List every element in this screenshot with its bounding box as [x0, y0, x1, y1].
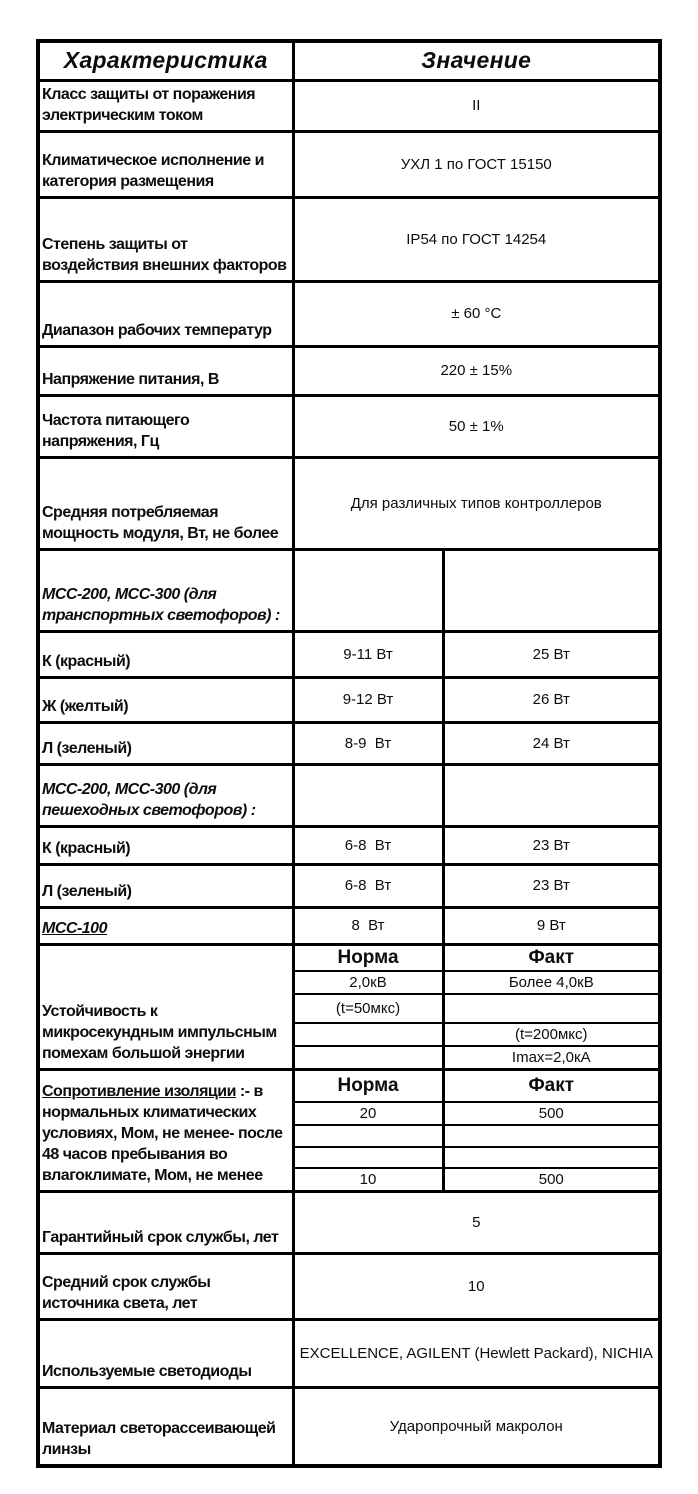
- row-value-left: 6-8 Вт: [293, 864, 443, 907]
- row-label: Класс защиты от поражения электрическим током: [38, 80, 293, 131]
- col-header-value: Значение: [293, 41, 660, 80]
- row-label: Средняя потребляемая мощность модуля, Вт, не более: [38, 457, 293, 549]
- row-label: Ж (желтый): [38, 677, 293, 722]
- row-value-right: 23 Вт: [443, 864, 660, 907]
- row-value-left: [293, 764, 443, 826]
- row-value-right: 25 Вт: [443, 631, 660, 677]
- row-label: Материал светорассеивающей линзы: [38, 1387, 293, 1466]
- row-label-text: МСС-100: [42, 919, 107, 937]
- row-label: МСС-200, МСС-300 (для транспортных светофоров) :: [38, 549, 293, 631]
- table-row: [38, 197, 660, 281]
- row-value: 220 ± 15%: [293, 346, 660, 395]
- table-row: [38, 346, 660, 395]
- table-row-group1-header: [38, 944, 660, 971]
- fact-value: [443, 1125, 660, 1147]
- row-value: 10: [293, 1253, 660, 1319]
- fact-value: 500: [443, 1102, 660, 1125]
- row-label: Используемые светодиоды: [38, 1319, 293, 1387]
- row-label: Климатическое исполнение и категория размещения: [38, 131, 293, 197]
- row-value-left: [293, 549, 443, 631]
- table-row: [38, 1319, 660, 1387]
- col-header-characteristic: Характеристика: [38, 41, 293, 80]
- table-row: [38, 131, 660, 197]
- norm-value: (t=50мкс): [293, 994, 443, 1023]
- row-value-left: 9-12 Вт: [293, 677, 443, 722]
- table-row: [38, 80, 660, 131]
- table-row: [38, 864, 660, 907]
- row-value-left: 6-8 Вт: [293, 826, 443, 864]
- row-value-left: 9-11 Вт: [293, 631, 443, 677]
- norm-value: 20: [293, 1102, 443, 1125]
- table-row: [38, 457, 660, 549]
- row-value-right: 26 Вт: [443, 677, 660, 722]
- row-label: Степень защиты от воздействия внешних факторов: [38, 197, 293, 281]
- row-value-right: [443, 764, 660, 826]
- fact-value: [443, 1147, 660, 1168]
- row-value: 50 ± 1%: [293, 395, 660, 457]
- row-label: К (красный): [38, 631, 293, 677]
- row-label: Частота питающего напряжения, Гц: [38, 395, 293, 457]
- norm-value: [293, 1023, 443, 1046]
- norm-value: 10: [293, 1168, 443, 1192]
- row-value: EXCELLENCE, AGILENT (Hewlett Packard), NICHIA: [293, 1319, 660, 1387]
- fact-value: [443, 994, 660, 1023]
- table-row: [38, 281, 660, 346]
- fact-value: 500: [443, 1168, 660, 1192]
- row-label: Диапазон рабочих температур: [38, 281, 293, 346]
- table-row-group2-header: [38, 1070, 660, 1102]
- row-label: Л (зеленый): [38, 722, 293, 764]
- header-row: [38, 41, 660, 80]
- table-row: [38, 1387, 660, 1466]
- norm-value: [293, 1147, 443, 1168]
- fact-value: Более 4,0кВ: [443, 971, 660, 994]
- table-row: [38, 1253, 660, 1319]
- row-label-rest: :- в нормальных климатических условиях, Мом, не менее- после 48 часов пребывания во влагоклимате, Мом, не менее: [42, 1082, 283, 1184]
- spec-table: [36, 39, 662, 1468]
- table-row: [38, 677, 660, 722]
- row-value: Для различных типов контроллеров: [293, 457, 660, 549]
- fact-value: (t=200мкс): [443, 1023, 660, 1046]
- row-value-right: 23 Вт: [443, 826, 660, 864]
- row-label: Устойчивость к микросекундным импульсным помехам большой энергии: [38, 944, 293, 1070]
- table-row: [38, 1191, 660, 1253]
- row-label: [38, 907, 293, 944]
- row-value: 5: [293, 1191, 660, 1253]
- norm-value: [293, 1125, 443, 1147]
- row-value-left: 8 Вт: [293, 907, 443, 944]
- row-value-left: 8-9 Вт: [293, 722, 443, 764]
- row-value: IP54 по ГОСТ 14254: [293, 197, 660, 281]
- row-label: Напряжение питания, В: [38, 346, 293, 395]
- norm-header: Норма: [293, 944, 443, 971]
- table-row: [38, 395, 660, 457]
- row-label: Средний срок службы источника света, лет: [38, 1253, 293, 1319]
- norm-header: Норма: [293, 1070, 443, 1102]
- fact-value: Imax=2,0кА: [443, 1046, 660, 1070]
- row-value-right: [443, 549, 660, 631]
- norm-value: 2,0кВ: [293, 971, 443, 994]
- fact-header: Факт: [443, 944, 660, 971]
- row-label: К (красный): [38, 826, 293, 864]
- norm-value: [293, 1046, 443, 1070]
- table-row: [38, 549, 660, 631]
- table-row: [38, 722, 660, 764]
- row-value-right: 9 Вт: [443, 907, 660, 944]
- row-label-underlined: Сопротивление изоляции: [42, 1082, 236, 1100]
- fact-header: Факт: [443, 1070, 660, 1102]
- row-label: Л (зеленый): [38, 864, 293, 907]
- row-label: [38, 1070, 293, 1192]
- row-label: МСС-200, МСС-300 (для пешеходных светофоров) :: [38, 764, 293, 826]
- row-value: II: [293, 80, 660, 131]
- row-value: Ударопрочный макролон: [293, 1387, 660, 1466]
- table-row: [38, 826, 660, 864]
- table-row: [38, 907, 660, 944]
- row-label: Гарантийный срок службы, лет: [38, 1191, 293, 1253]
- table-row: [38, 631, 660, 677]
- row-value-right: 24 Вт: [443, 722, 660, 764]
- table-row: [38, 764, 660, 826]
- row-value: ± 60 °C: [293, 281, 660, 346]
- row-value: УХЛ 1 по ГОСТ 15150: [293, 131, 660, 197]
